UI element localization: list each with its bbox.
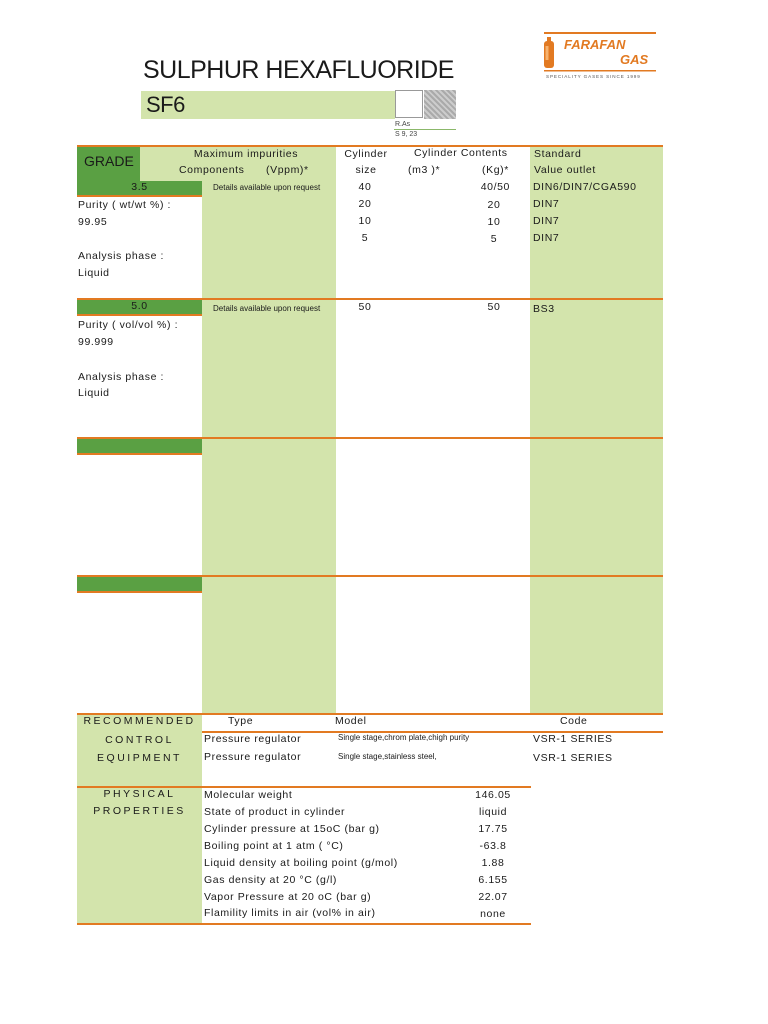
impurities-note-1: Details available upon request — [213, 183, 321, 192]
control-label-line3: EQUIPMENT — [97, 752, 182, 764]
hazard-symbol-image — [424, 90, 456, 119]
valve-header-line1: Standard — [534, 148, 582, 160]
page-title: SULPHUR HEXAFLUORIDE — [143, 56, 454, 84]
cylinder-size: 50 — [358, 301, 372, 313]
property-value: 22.07 — [478, 891, 508, 903]
property-name: State of product in cylinder — [204, 806, 346, 818]
cylinder-size: 5 — [361, 232, 369, 244]
risk-underline — [394, 129, 456, 130]
cylinder-size-header-line2: size — [355, 164, 377, 176]
physical-bottom-rule — [77, 923, 531, 925]
purity-value-1: 99.95 — [78, 216, 108, 228]
hazard-symbol-placeholder — [395, 90, 423, 118]
grade-value-1: 3.5 — [131, 181, 148, 193]
purity-value-2: 99.999 — [78, 336, 114, 348]
impurities-header-unit: (Vppm)* — [266, 164, 309, 176]
control-row-type: Pressure regulator — [204, 751, 302, 763]
physical-label-line1: PHYSICAL — [103, 788, 176, 800]
control-row-model: Single stage,chrom plate,chigh purity — [338, 733, 470, 742]
grade-bar-3 — [77, 439, 202, 453]
property-name: Boiling point at 1 atm ( °C) — [204, 840, 344, 852]
cylinder-contents-kg: 20 — [487, 199, 501, 211]
property-value: 1.88 — [481, 857, 505, 869]
purity-label-1: Purity ( wt/wt %) : — [78, 199, 172, 211]
property-name: Vapor Pressure at 20 oC (bar g) — [204, 891, 372, 903]
grade-bar-1-rule — [77, 195, 202, 197]
control-label-line2: CONTROL — [105, 734, 174, 746]
cylinder-contents-kg: 40/50 — [480, 181, 510, 193]
valve-outlet: BS3 — [533, 303, 555, 315]
cylinder-size: 10 — [358, 215, 372, 227]
phase-value-2: Liquid — [78, 387, 110, 399]
property-value: none — [480, 908, 506, 920]
contents-header-m3: (m3 )* — [408, 164, 441, 176]
logo-text-farafan: FARAFAN — [564, 37, 626, 52]
property-value: 146.05 — [475, 789, 511, 801]
control-col-model: Model — [335, 715, 367, 727]
property-name: Molecular weight — [204, 789, 293, 801]
grade-bar-2-rule — [77, 314, 202, 316]
safety-number: S 9, 23 — [395, 131, 418, 138]
grade-bar-4-rule — [77, 591, 202, 593]
purity-label-2: Purity ( vol/vol %) : — [78, 319, 179, 331]
contents-header-kg: (Kg)* — [482, 164, 509, 176]
phase-value-1: Liquid — [78, 267, 110, 279]
property-name: Liquid density at boiling point (g/mol) — [204, 857, 398, 869]
header-top-rule — [77, 145, 663, 147]
grade-bar-4 — [77, 577, 202, 591]
grade-header-label: GRADE — [84, 153, 134, 169]
logo-tagline: SPECIALITY GASES SINCE 1999 — [546, 74, 641, 79]
phase-label-2: Analysis phase : — [78, 371, 165, 383]
contents-header-line1: Cylinder Contents — [414, 147, 508, 159]
valve-outlet: DIN7 — [533, 215, 560, 227]
impurities-column-bg — [202, 146, 336, 714]
logo-text-gas: GAS — [620, 52, 649, 67]
physical-label-line2: PROPERTIES — [93, 805, 186, 817]
cylinder-size-header-line1: Cylinder — [344, 148, 388, 160]
control-row-type: Pressure regulator — [204, 733, 302, 745]
phase-label-1: Analysis phase : — [78, 250, 165, 262]
control-row-model: Single stage,stainless steel, — [338, 752, 437, 761]
grade-value-2: 5.0 — [131, 300, 148, 312]
valve-outlet: DIN7 — [533, 232, 560, 244]
property-name: Flamility limits in air (vol% in air) — [204, 907, 376, 919]
gas-cylinder-icon — [544, 37, 554, 68]
risk-label: R.As — [395, 121, 411, 128]
property-value: 17.75 — [478, 823, 508, 835]
control-label-line1: RECOMMENDED — [83, 715, 196, 727]
valve-outlet: DIN7 — [533, 198, 560, 210]
chemical-formula: SF6 — [146, 92, 185, 117]
property-value: liquid — [478, 806, 508, 818]
cylinder-contents-kg: 10 — [487, 216, 501, 228]
control-col-type: Type — [228, 715, 254, 727]
valve-header-line2: Value outlet — [534, 164, 596, 176]
cylinder-size: 40 — [358, 181, 372, 193]
property-name: Cylinder pressure at 15oC (bar g) — [204, 823, 380, 835]
valve-outlet: DIN6/DIN7/CGA590 — [533, 181, 637, 193]
property-value: -63.8 — [479, 840, 507, 852]
farafan-gas-logo — [540, 28, 660, 80]
control-col-code: Code — [560, 715, 588, 727]
impurities-note-2: Details available upon request — [213, 304, 321, 313]
grade-bar-3-rule — [77, 453, 202, 455]
control-row-code: VSR-1 SERIES — [533, 752, 613, 764]
property-value: 6.155 — [478, 874, 508, 886]
cylinder-contents-kg: 50 — [487, 301, 501, 313]
cylinder-size: 20 — [358, 198, 372, 210]
control-row-code: VSR-1 SERIES — [533, 733, 613, 745]
impurities-header-line1: Maximum impurities — [193, 148, 299, 160]
cylinder-contents-kg: 5 — [490, 233, 498, 245]
impurities-header-components: Components — [179, 164, 245, 176]
property-name: Gas density at 20 °C (g/l) — [204, 874, 338, 886]
